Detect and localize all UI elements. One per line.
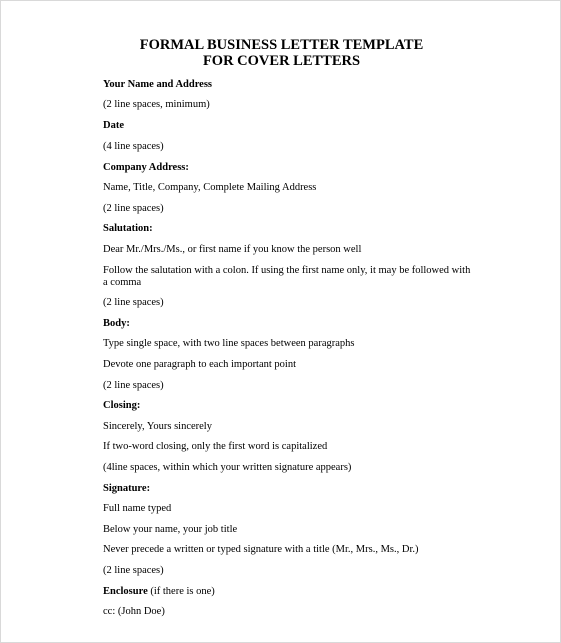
date-heading: Date bbox=[103, 120, 124, 131]
salutation-rule-line2: a comma bbox=[103, 277, 142, 288]
signature-heading: Signature: bbox=[103, 483, 151, 494]
signature-job-title: Below your name, your job title bbox=[103, 524, 238, 535]
enclosure-line bbox=[103, 585, 215, 598]
signature-spacing: (2 line spaces) bbox=[103, 565, 164, 576]
date-spacing: (4 line spaces) bbox=[103, 141, 164, 152]
salutation-heading: Salutation: bbox=[103, 223, 153, 234]
enclosure-note: (if there is one) bbox=[147, 586, 215, 597]
signature-rule: Never precede a written or typed signature with a title (Mr., Mrs., Ms., Dr.) bbox=[103, 544, 419, 555]
name-address-spacing: (2 line spaces, minimum) bbox=[103, 99, 210, 110]
closing-heading: Closing: bbox=[103, 400, 141, 411]
body-rule-paragraphs: Devote one paragraph to each important point bbox=[103, 359, 297, 370]
salutation-rule-line1: Follow the salutation with a colon. If using the first name only, it may be followed with bbox=[103, 265, 471, 276]
salutation-spacing: (2 line spaces) bbox=[103, 297, 164, 308]
closing-rule: If two-word closing, only the first word is capitalized bbox=[103, 441, 328, 452]
signature-full-name: Full name typed bbox=[103, 503, 172, 514]
company-address-heading: Company Address: bbox=[103, 162, 189, 173]
salutation-example: Dear Mr./Mrs./Ms., or first name if you know the person well bbox=[103, 244, 362, 255]
company-address-detail: Name, Title, Company, Complete Mailing Address bbox=[103, 182, 317, 193]
body-rule-spacing: Type single space, with two line spaces between paragraphs bbox=[103, 338, 355, 349]
company-address-spacing: (2 line spaces) bbox=[103, 203, 164, 214]
body-spacing: (2 line spaces) bbox=[103, 380, 164, 391]
body-heading: Body: bbox=[103, 318, 130, 329]
closing-example: Sincerely, Yours sincerely bbox=[103, 421, 212, 432]
enclosure-heading: Enclosure bbox=[103, 586, 148, 597]
closing-spacing: (4line spaces, within which your written signature appears) bbox=[103, 462, 352, 473]
cc-line: cc: (John Doe) bbox=[103, 606, 165, 617]
document-title-line1: FORMAL BUSINESS LETTER TEMPLATE bbox=[139, 37, 424, 53]
document-title-line2: FOR COVER LETTERS bbox=[202, 53, 361, 69]
name-address-heading: Your Name and Address bbox=[103, 79, 213, 90]
